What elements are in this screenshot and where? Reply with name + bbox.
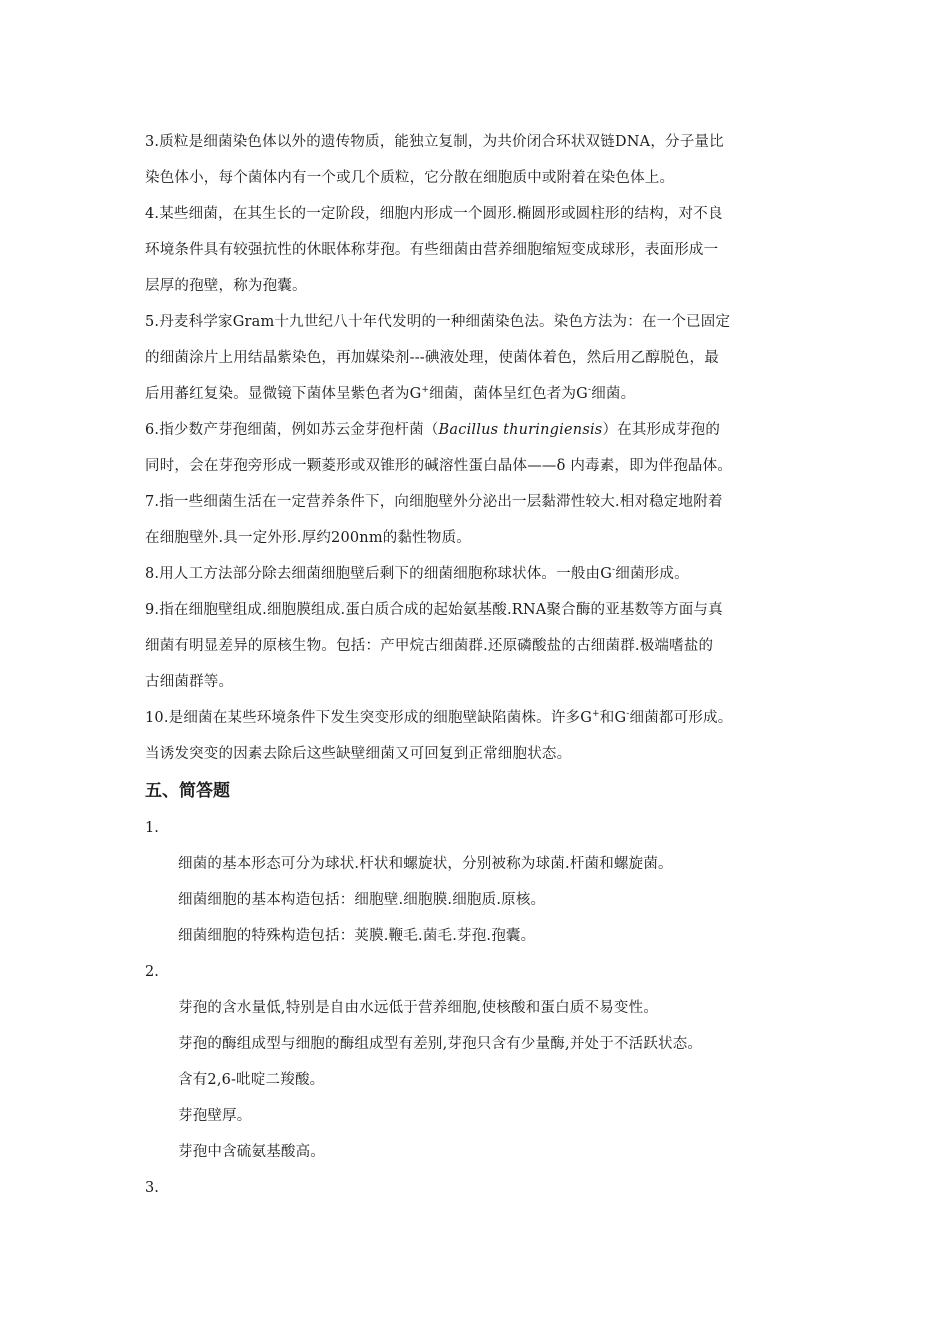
superscript: - — [626, 709, 630, 720]
section-heading: 五、简答题 — [145, 781, 230, 801]
question-2-line-5: 芽孢中含硫氨基酸高。 — [178, 1144, 325, 1160]
superscript: + — [421, 385, 430, 396]
answer-7-line-1: 7.指一些细菌生活在一定营养条件下，向细胞壁外分泌出一层黏滞性较大.相对稳定地附着 — [145, 494, 723, 510]
answer-7-line-2: 在细胞壁外.具一定外形.厚约200nm的黏性物质。 — [145, 530, 471, 546]
answer-3-line-2: 染色体小，每个菌体内有一个或几个质粒，它分散在细胞质中或附着在染色体上。 — [145, 170, 675, 186]
answer-6-line-2: 同时，会在芽孢旁形成一颗菱形或双锥形的碱溶性蛋白晶体——δ 内毒素，即为伴孢晶体。 — [145, 458, 733, 474]
answer-5-line-3 — [145, 376, 815, 412]
answer-5-line-2: 的细菌涂片上用结晶紫染色，再加媒染剂---碘液处理，使菌体着色，然后用乙醇脱色，最 — [145, 350, 719, 366]
answer-10-line-1 — [145, 700, 815, 736]
question-2-line-4: 芽孢壁厚。 — [178, 1108, 252, 1124]
answer-8-line-1 — [145, 556, 815, 592]
question-2-line-2: 芽孢的酶组成型与细胞的酶组成型有差别,芽孢只含有少量酶,并处于不活跃状态。 — [178, 1036, 703, 1052]
superscript: - — [587, 385, 592, 396]
superscript: - — [612, 565, 616, 576]
question-1-line-1: 细菌的基本形态可分为球状.杆状和螺旋状，分别被称为球菌.杆菌和螺旋菌。 — [178, 856, 673, 872]
question-2-line-1: 芽孢的含水量低,特别是自由水远低于营养细胞,使核酸和蛋白质不易变性。 — [178, 1000, 659, 1016]
text-segment: 细菌形成。 — [615, 566, 689, 582]
document-page — [145, 124, 815, 1206]
answer-5-line-1: 5.丹麦科学家Gram十九世纪八十年代发明的一种细菌染色法。染色方法为：在一个已固定 — [145, 314, 731, 330]
text-segment: 后用蕃红复染。显微镜下菌体呈紫色者为G — [145, 386, 422, 402]
answer-9-line-2: 细菌有明显差异的原核生物。包括：产甲烷古细菌群.还原磷酸盐的古细菌群.极端嗜盐的 — [145, 638, 714, 654]
superscript: + — [592, 709, 600, 720]
text-segment: 细菌。 — [591, 386, 636, 402]
species-name: Bacillus thuringiensis — [438, 422, 603, 438]
question-2-number: 2. — [145, 964, 159, 980]
answer-3-line-1: 3.质粒是细菌染色体以外的遗传物质，能独立复制，为共价闭合环状双链DNA，分子量比 — [145, 134, 724, 150]
question-2-line-3: 含有2,6-吡啶二羧酸。 — [178, 1072, 325, 1088]
text-segment: 8.用人工方法部分除去细菌细胞壁后剩下的细菌细胞称球状体。一般由G — [145, 566, 613, 582]
answer-6-line-1 — [145, 412, 815, 448]
text-segment: 和G — [599, 710, 627, 726]
text-segment: 6.指少数产芽孢细菌，例如苏云金芽孢杆菌（ — [145, 422, 439, 438]
text-segment: 细菌，菌体呈红色者为G — [429, 386, 588, 402]
answer-10-line-2: 当诱发突变的因素去除后这些缺壁细菌又可回复到正常细胞状态。 — [145, 746, 572, 762]
text-segment: 10.是细菌在某些环境条件下发生突变形成的细胞壁缺陷菌株。许多G — [145, 710, 593, 726]
question-3-number: 3. — [145, 1180, 159, 1196]
question-1-line-3: 细菌细胞的特殊构造包括：荚膜.鞭毛.菌毛.芽孢.孢囊。 — [178, 928, 536, 944]
answer-9-line-3: 古细菌群等。 — [145, 674, 234, 690]
question-1-line-2: 细菌细胞的基本构造包括：细胞壁.细胞膜.细胞质.原核。 — [178, 892, 546, 908]
question-1-number: 1. — [145, 820, 159, 836]
text-segment: ）在其形成芽孢的 — [602, 422, 721, 438]
text-segment: 细菌都可形成。 — [629, 710, 733, 726]
answer-9-line-1: 9.指在细胞壁组成.细胞膜组成.蛋白质合成的起始氨基酸.RNA聚合酶的亚基数等方面与真 — [145, 602, 723, 618]
answer-4-line-3: 层厚的孢壁，称为孢囊。 — [145, 278, 307, 294]
answer-4-line-2: 环境条件具有较强抗性的休眠体称芽孢。有些细菌由营养细胞缩短变成球形，表面形成一 — [145, 242, 719, 258]
answer-4-line-1: 4.某些细菌，在其生长的一定阶段，细胞内形成一个圆形.椭圆形或圆柱形的结构，对不良 — [145, 206, 723, 222]
